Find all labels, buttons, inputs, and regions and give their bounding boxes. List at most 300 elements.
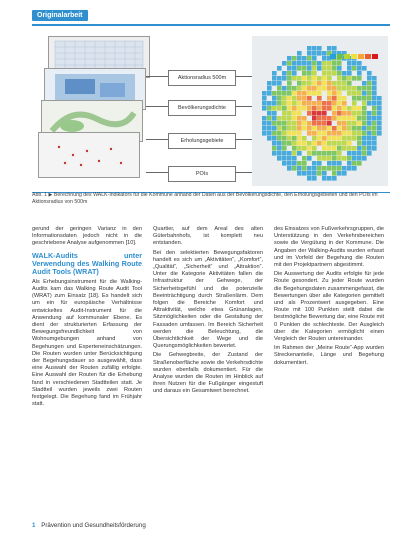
map-cell bbox=[277, 156, 282, 161]
map-cell bbox=[362, 146, 367, 151]
map-cell bbox=[357, 156, 362, 161]
map-cell bbox=[352, 161, 357, 166]
map-cell bbox=[327, 156, 332, 161]
map-cell bbox=[342, 111, 347, 116]
map-cell bbox=[297, 136, 302, 141]
map-cell bbox=[277, 141, 282, 146]
layer-label: POIs bbox=[168, 166, 236, 182]
map-cell bbox=[337, 126, 342, 131]
map-cell bbox=[282, 121, 287, 126]
map-cell bbox=[287, 111, 292, 116]
map-cell bbox=[362, 141, 367, 146]
map-cell bbox=[367, 86, 372, 91]
map-cell bbox=[277, 81, 282, 86]
map-cell bbox=[377, 111, 382, 116]
map-cell bbox=[362, 121, 367, 126]
map-cell bbox=[287, 76, 292, 81]
map-cell bbox=[297, 96, 302, 101]
map-cell bbox=[312, 101, 317, 106]
map-cell bbox=[302, 166, 307, 171]
map-cell bbox=[297, 111, 302, 116]
map-cell bbox=[287, 116, 292, 121]
map-cell bbox=[312, 56, 317, 61]
map-cell bbox=[332, 96, 337, 101]
map-cell bbox=[372, 146, 377, 151]
map-cell bbox=[307, 66, 312, 71]
map-cell bbox=[337, 166, 342, 171]
map-cell bbox=[327, 71, 332, 76]
map-cell bbox=[282, 61, 287, 66]
map-cell bbox=[337, 71, 342, 76]
map-cell bbox=[347, 146, 352, 151]
map-cell bbox=[312, 51, 317, 56]
map-cell bbox=[282, 91, 287, 96]
map-cell bbox=[322, 141, 327, 146]
map-cell bbox=[297, 56, 302, 61]
map-cell bbox=[317, 126, 322, 131]
map-cell bbox=[327, 66, 332, 71]
map-cell bbox=[282, 131, 287, 136]
map-cell bbox=[332, 141, 337, 146]
map-cell bbox=[342, 146, 347, 151]
map-cell bbox=[307, 146, 312, 151]
map-cell bbox=[327, 46, 332, 51]
map-cell bbox=[307, 156, 312, 161]
map-cell bbox=[292, 126, 297, 131]
map-cell bbox=[277, 136, 282, 141]
map-cell bbox=[287, 151, 292, 156]
map-cell bbox=[337, 151, 342, 156]
map-cell bbox=[327, 106, 332, 111]
map-cell bbox=[292, 146, 297, 151]
map-cell bbox=[312, 171, 317, 176]
section-heading: WALK-Audits unter Verwendung des Walking Route Audit Tools (WRAT) bbox=[32, 250, 142, 277]
map-cell bbox=[302, 156, 307, 161]
map-cell bbox=[357, 76, 362, 81]
map-cell bbox=[307, 91, 312, 96]
map-cell bbox=[312, 136, 317, 141]
map-cell bbox=[347, 131, 352, 136]
map-cell bbox=[377, 106, 382, 111]
grid-layer-4 bbox=[38, 132, 140, 178]
map-cell bbox=[277, 146, 282, 151]
map-cell bbox=[317, 111, 322, 116]
map-cell bbox=[342, 71, 347, 76]
page-number: 1 bbox=[32, 522, 36, 529]
map-cell bbox=[332, 91, 337, 96]
map-cell bbox=[312, 86, 317, 91]
map-cell bbox=[357, 136, 362, 141]
map-cell bbox=[297, 166, 302, 171]
map-cell bbox=[352, 151, 357, 156]
map-cell bbox=[342, 106, 347, 111]
map-cell bbox=[302, 106, 307, 111]
map-cell bbox=[367, 126, 372, 131]
map-cell bbox=[292, 56, 297, 61]
map-cell bbox=[307, 96, 312, 101]
connector-line bbox=[146, 139, 168, 140]
map-cell bbox=[322, 76, 327, 81]
map-cell bbox=[357, 86, 362, 91]
map-cell bbox=[312, 76, 317, 81]
map-cell bbox=[312, 111, 317, 116]
paragraph: Bei den selektierten Bewegungsfaktoren handelt es sich um „Aktivitäten“, „Komfort“, „Qualität“, „Sicherheit“ und „Attraktion“. Unter die Kategorie Aktivitäten fallen die Infrastruktur der Gehwege, der Sicherheitsgefühl und die potenzielle Beeinträchtigung durch Straßenlärm. Dem folgen die Bereiche Komfort und Attraktivität, welche etwa Grünanlagen, Sitzmöglichkeiten oder die Gestaltung der Fassaden umfassen. Im Bereich Sicherheit werden die Beleuchtung, die Übersichtlichkeit der Wege und die Querungsmöglichkeiten bewertet. bbox=[153, 249, 263, 350]
map-cell bbox=[317, 96, 322, 101]
map-cell bbox=[297, 171, 302, 176]
map-cell bbox=[327, 81, 332, 86]
map-cell bbox=[307, 171, 312, 176]
map-cell bbox=[332, 146, 337, 151]
map-cell bbox=[282, 76, 287, 81]
map-cell bbox=[277, 121, 282, 126]
map-cell bbox=[332, 81, 337, 86]
map-cell bbox=[277, 106, 282, 111]
map-cell bbox=[297, 131, 302, 136]
map-cell bbox=[302, 71, 307, 76]
map-cell bbox=[307, 131, 312, 136]
map-cell bbox=[287, 126, 292, 131]
map-cell bbox=[352, 96, 357, 101]
map-cell bbox=[352, 106, 357, 111]
map-cell bbox=[352, 111, 357, 116]
map-cell bbox=[372, 76, 377, 81]
map-cell bbox=[327, 176, 332, 181]
map-cell bbox=[357, 111, 362, 116]
map-legend bbox=[330, 54, 378, 59]
map-cell bbox=[367, 111, 372, 116]
map-cell bbox=[307, 151, 312, 156]
map-cell bbox=[377, 121, 382, 126]
map-cell bbox=[352, 131, 357, 136]
map-cell bbox=[377, 126, 382, 131]
map-cell bbox=[327, 91, 332, 96]
map-cell bbox=[332, 171, 337, 176]
map-cell bbox=[282, 156, 287, 161]
map-cell bbox=[337, 101, 342, 106]
map-cell bbox=[357, 91, 362, 96]
map-cell bbox=[292, 151, 297, 156]
map-cell bbox=[332, 101, 337, 106]
map-cell bbox=[332, 86, 337, 91]
map-cell bbox=[277, 116, 282, 121]
map-cell bbox=[327, 161, 332, 166]
map-cell bbox=[297, 126, 302, 131]
figure-caption: Abb. 1 ▶ Berechnung des WALK-Indikators für die Kommune anhand der Daten aus der Bevölkerungsdichte, den Erholungsgebieten und den POIs im Aktionsradius von 500m bbox=[32, 192, 378, 205]
map-cell bbox=[302, 146, 307, 151]
legend-swatch bbox=[365, 54, 371, 59]
map-cell bbox=[292, 156, 297, 161]
map-cell bbox=[272, 146, 277, 151]
map-cell bbox=[267, 86, 272, 91]
map-cell bbox=[292, 136, 297, 141]
map-cell bbox=[277, 101, 282, 106]
map-cell bbox=[317, 86, 322, 91]
connector-line bbox=[235, 106, 253, 107]
map-cell bbox=[352, 91, 357, 96]
map-cell bbox=[262, 106, 267, 111]
connector-line bbox=[146, 106, 168, 107]
map-cell bbox=[342, 156, 347, 161]
text-column-2 bbox=[153, 226, 263, 398]
map-cell bbox=[287, 141, 292, 146]
map-cell bbox=[297, 81, 302, 86]
connector-line bbox=[235, 139, 253, 140]
map-cell bbox=[292, 141, 297, 146]
map-cell bbox=[362, 131, 367, 136]
result-map bbox=[252, 36, 388, 186]
map-cell bbox=[377, 116, 382, 121]
map-cell bbox=[322, 131, 327, 136]
map-cell bbox=[312, 81, 317, 86]
map-cell bbox=[282, 96, 287, 101]
map-cell bbox=[362, 106, 367, 111]
map-cell bbox=[367, 76, 372, 81]
map-cell bbox=[297, 146, 302, 151]
map-cell bbox=[302, 101, 307, 106]
map-cell bbox=[297, 161, 302, 166]
map-cell bbox=[337, 91, 342, 96]
map-cell bbox=[312, 116, 317, 121]
map-cell bbox=[352, 86, 357, 91]
connector-line bbox=[235, 76, 253, 77]
map-cell bbox=[317, 61, 322, 66]
map-cell bbox=[292, 121, 297, 126]
map-cell bbox=[317, 171, 322, 176]
map-cell bbox=[302, 86, 307, 91]
map-cell bbox=[307, 51, 312, 56]
layer-label: Bevölkerungsdichte bbox=[168, 100, 236, 116]
map-cell bbox=[302, 76, 307, 81]
layer-label: Erholungsgebiete bbox=[168, 133, 236, 149]
paragraph: Die Auswertung der Audits erfolgte für jede Route gesondert. Zu jeder Route wurden die Begehungsdaten zusammengefasst, die Bewertungen über alle Kategorien gemittelt und als Prozentwert ausgegeben. Eine Route mit 100 Punkten stellt dabei die bestmögliche Bewertung dar, eine Route mit 0 Punkten die schlechteste. Der Ausgleich über die Kategorien ermöglicht einen Vergleich der Routen untereinander. bbox=[274, 271, 384, 343]
map-cell bbox=[302, 141, 307, 146]
map-cell bbox=[322, 51, 327, 56]
map-cell bbox=[347, 81, 352, 86]
map-cell bbox=[332, 161, 337, 166]
map-cell bbox=[332, 116, 337, 121]
map-cell bbox=[307, 86, 312, 91]
map-cell bbox=[317, 151, 322, 156]
map-cell bbox=[342, 86, 347, 91]
map-cell bbox=[292, 61, 297, 66]
map-cell bbox=[307, 121, 312, 126]
map-cell bbox=[362, 86, 367, 91]
map-cell bbox=[297, 116, 302, 121]
map-cell bbox=[312, 146, 317, 151]
map-cell bbox=[297, 121, 302, 126]
map-cell bbox=[357, 106, 362, 111]
map-cell bbox=[307, 166, 312, 171]
map-cell bbox=[322, 86, 327, 91]
map-cell bbox=[272, 91, 277, 96]
legend-swatch bbox=[372, 54, 378, 59]
paragraph: Die Gehwegbreite, der Zustand der Straßenoberfläche sowie die Verkehrsdichte wurden ebenfalls dokumentiert. Für die Analyse wurden die Routen im Hinblick auf ihren Nutzen für die Fußgänger eingestuft und daraus ein Gesamtwert berechnet. bbox=[153, 352, 263, 395]
map-cell bbox=[307, 61, 312, 66]
map-cell bbox=[332, 106, 337, 111]
map-cell bbox=[347, 151, 352, 156]
map-cell bbox=[342, 101, 347, 106]
map-cell bbox=[302, 56, 307, 61]
map-cell bbox=[287, 101, 292, 106]
map-cell bbox=[267, 91, 272, 96]
map-cell bbox=[347, 76, 352, 81]
map-cell bbox=[337, 86, 342, 91]
map-cell bbox=[372, 101, 377, 106]
map-cell bbox=[347, 71, 352, 76]
map-cell bbox=[362, 81, 367, 86]
map-cell bbox=[367, 146, 372, 151]
map-cell bbox=[297, 151, 302, 156]
map-cell bbox=[372, 86, 377, 91]
map-cell bbox=[302, 136, 307, 141]
figure bbox=[32, 24, 390, 193]
map-cell bbox=[287, 56, 292, 61]
map-cell bbox=[292, 166, 297, 171]
map-cell bbox=[317, 51, 322, 56]
map-cell bbox=[307, 101, 312, 106]
map-cell bbox=[337, 121, 342, 126]
page-footer bbox=[32, 522, 146, 529]
map-cell bbox=[332, 71, 337, 76]
map-cell bbox=[277, 96, 282, 101]
map-cell bbox=[282, 161, 287, 166]
map-cell bbox=[337, 136, 342, 141]
map-cell bbox=[327, 136, 332, 141]
map-cell bbox=[342, 96, 347, 101]
map-cell bbox=[302, 121, 307, 126]
map-cell bbox=[337, 96, 342, 101]
map-cell bbox=[302, 161, 307, 166]
map-cell bbox=[322, 176, 327, 181]
map-cell bbox=[367, 131, 372, 136]
map-cell bbox=[332, 136, 337, 141]
map-cell bbox=[302, 116, 307, 121]
map-cell bbox=[357, 116, 362, 121]
map-cell bbox=[267, 121, 272, 126]
map-cell bbox=[302, 126, 307, 131]
map-cell bbox=[312, 126, 317, 131]
map-cell bbox=[292, 111, 297, 116]
map-cell bbox=[302, 171, 307, 176]
map-cell bbox=[332, 151, 337, 156]
map-cell bbox=[352, 166, 357, 171]
text-column-1 bbox=[32, 226, 142, 410]
map-cell bbox=[337, 131, 342, 136]
map-cell bbox=[322, 61, 327, 66]
map-cell bbox=[357, 141, 362, 146]
map-cell bbox=[342, 116, 347, 121]
map-cell bbox=[327, 61, 332, 66]
map-cell bbox=[272, 116, 277, 121]
map-cell bbox=[302, 81, 307, 86]
map-cell bbox=[367, 81, 372, 86]
map-cell bbox=[287, 96, 292, 101]
map-cell bbox=[287, 131, 292, 136]
map-cell bbox=[262, 91, 267, 96]
map-cell bbox=[262, 131, 267, 136]
map-cell bbox=[307, 56, 312, 61]
map-cell bbox=[332, 111, 337, 116]
map-cell bbox=[282, 141, 287, 146]
map-cell bbox=[267, 111, 272, 116]
map-cell bbox=[372, 131, 377, 136]
map-cell bbox=[362, 136, 367, 141]
map-cell bbox=[327, 86, 332, 91]
paragraph: Als Erhebungsinstrument für die Walking-Audits kam das Walking Route Audit Tool (WRAT) zum Einsatz [18]. Es handelt sich um ein für europäische Verhältnisse entwickeltes Audit-Instrument für die Anwendung auf kommunaler Ebene. Es dient der strukturierten Erfassung der Bewegungsfreundlichkeit von Wohnumgebungen anhand von Begehungen und Experteneinschätzungen. Die Routen wurden unter Berücksichtigung der Begehungsdauer so ausgewählt, dass eine Auswahl der Routen zufällig erfolgte. Eine Auswahl der Routen für die Erhebung fand in verschiedenen Stadtteilen statt. Je Stadtteil wurden jeweils zwei Routen festgelegt. Die Begehung fand im Frühjahr statt. bbox=[32, 278, 142, 408]
map-cell bbox=[287, 161, 292, 166]
map-cell bbox=[327, 76, 332, 81]
map-cell bbox=[347, 111, 352, 116]
map-cell bbox=[317, 116, 322, 121]
map-cell bbox=[317, 91, 322, 96]
map-cell bbox=[357, 61, 362, 66]
map-cell bbox=[357, 66, 362, 71]
map-cell bbox=[292, 66, 297, 71]
map-cell bbox=[332, 61, 337, 66]
map-cell bbox=[277, 126, 282, 131]
map-cell bbox=[367, 151, 372, 156]
map-cell bbox=[372, 111, 377, 116]
map-cell bbox=[322, 136, 327, 141]
map-cell bbox=[367, 71, 372, 76]
map-cell bbox=[377, 131, 382, 136]
map-cell bbox=[322, 171, 327, 176]
map-cell bbox=[337, 141, 342, 146]
map-cell bbox=[302, 91, 307, 96]
map-cell bbox=[267, 126, 272, 131]
map-cell bbox=[292, 71, 297, 76]
map-cell bbox=[272, 71, 277, 76]
map-cell bbox=[287, 91, 292, 96]
map-cell bbox=[272, 126, 277, 131]
map-cell bbox=[352, 126, 357, 131]
map-cell bbox=[307, 71, 312, 76]
map-cell bbox=[342, 141, 347, 146]
map-cell bbox=[342, 166, 347, 171]
map-cell bbox=[367, 121, 372, 126]
map-cell bbox=[287, 66, 292, 71]
map-cell bbox=[332, 176, 337, 181]
map-cell bbox=[297, 91, 302, 96]
map-cell bbox=[312, 161, 317, 166]
map-cell bbox=[322, 166, 327, 171]
map-cell bbox=[367, 136, 372, 141]
map-cell bbox=[347, 106, 352, 111]
map-cell bbox=[302, 96, 307, 101]
map-cell bbox=[262, 116, 267, 121]
map-cell bbox=[357, 146, 362, 151]
map-cell bbox=[267, 136, 272, 141]
map-cell bbox=[312, 166, 317, 171]
map-cell bbox=[377, 96, 382, 101]
map-cell bbox=[347, 66, 352, 71]
map-cell bbox=[342, 81, 347, 86]
map-cell bbox=[292, 106, 297, 111]
map-cell bbox=[327, 141, 332, 146]
map-cell bbox=[312, 91, 317, 96]
map-cell bbox=[342, 131, 347, 136]
map-cell bbox=[352, 121, 357, 126]
map-cell bbox=[357, 126, 362, 131]
map-cell bbox=[327, 101, 332, 106]
map-cell bbox=[327, 151, 332, 156]
map-cell bbox=[282, 101, 287, 106]
map-cell bbox=[322, 156, 327, 161]
map-cell bbox=[292, 161, 297, 166]
map-cell bbox=[337, 116, 342, 121]
map-cell bbox=[317, 101, 322, 106]
map-cell bbox=[297, 61, 302, 66]
